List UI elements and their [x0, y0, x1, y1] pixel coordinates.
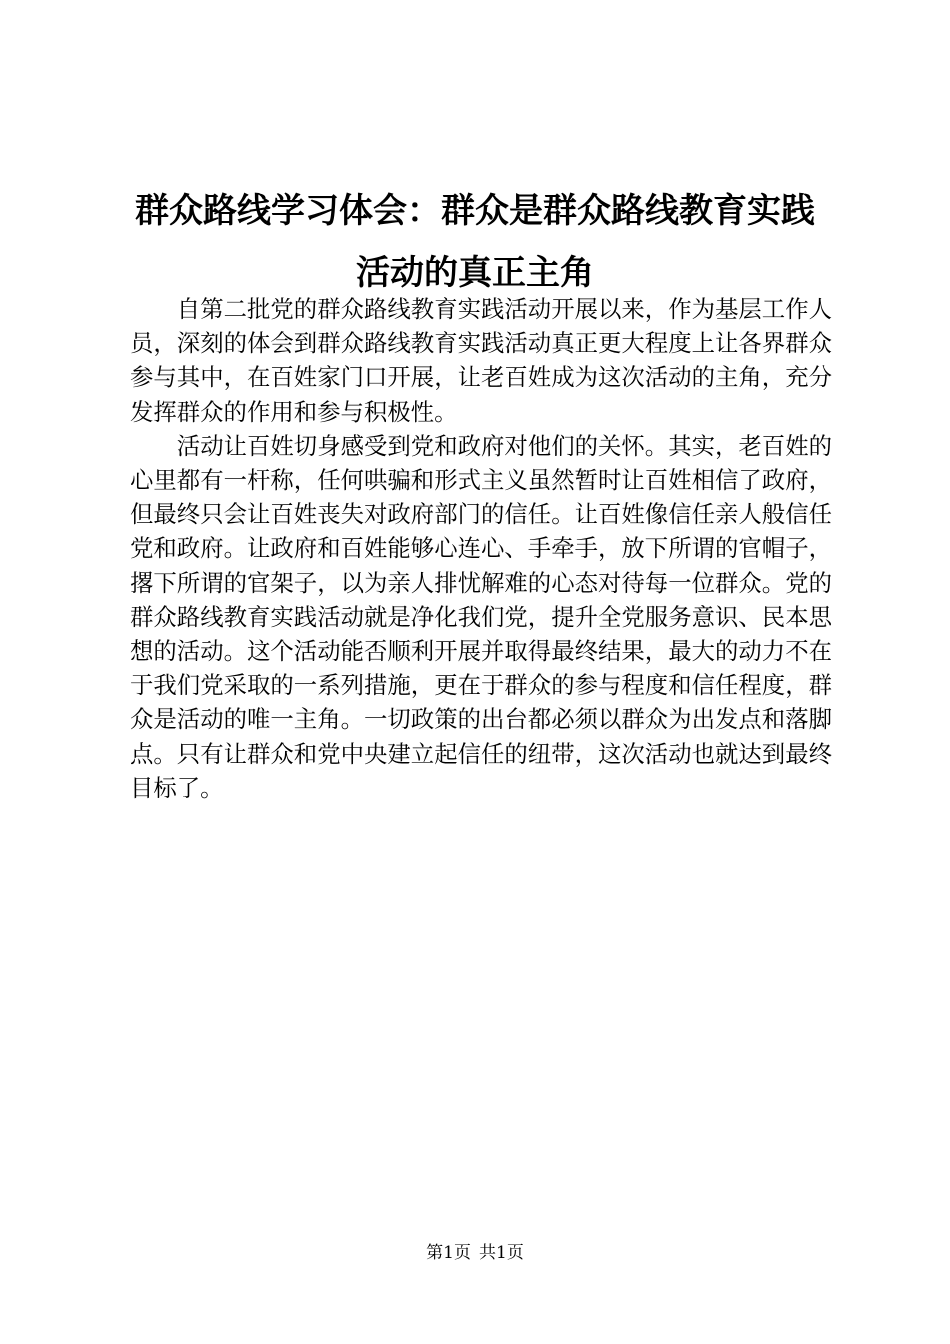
- page-footer: [0, 1242, 950, 1264]
- title-line-1: 群众路线学习体会：群众是群众路线教育实践: [135, 191, 815, 231]
- title-line-2: 活动的真正主角: [356, 253, 594, 293]
- document-title: [120, 180, 830, 304]
- page-total: 共1页: [479, 1243, 524, 1263]
- paragraph: 活动让百姓切身感受到党和政府对他们的关怀。其实，老百姓的心里都有一杆称，任何哄骗和形式主义虽然暂时让百姓相信了政府，但最终只会让百姓丧失对政府部门的信任。让百姓像信任亲人般信任党和政府。让政府和百姓能够心连心、手牵手，放下所谓的官帽子，撂下所谓的官架子，以为亲人排忧解难的心态对待每一位群众。党的群众路线教育实践活动就是净化我们党，提升全党服务意识、民本思想的活动。这个活动能否顺利开展并取得最终结果，最大的动力不在于我们党采取的一系列措施，更在于群众的参与程度和信任程度，群众是活动的唯一主角。一切政策的出台都必须以群众为出发点和落脚点。只有让群众和党中央建立起信任的纽带，这次活动也就达到最终目标了。: [130, 431, 832, 802]
- paragraph: 自第二批党的群众路线教育实践活动开展以来，作为基层工作人员，深刻的体会到群众路线教育实践活动真正更大程度上让各界群众参与其中，在百姓家门口开展，让老百姓成为这次活动的主角，充分发挥群众的作用和参与积极性。: [130, 295, 832, 426]
- page-number: 第1页: [426, 1243, 471, 1263]
- document-body: [130, 292, 832, 805]
